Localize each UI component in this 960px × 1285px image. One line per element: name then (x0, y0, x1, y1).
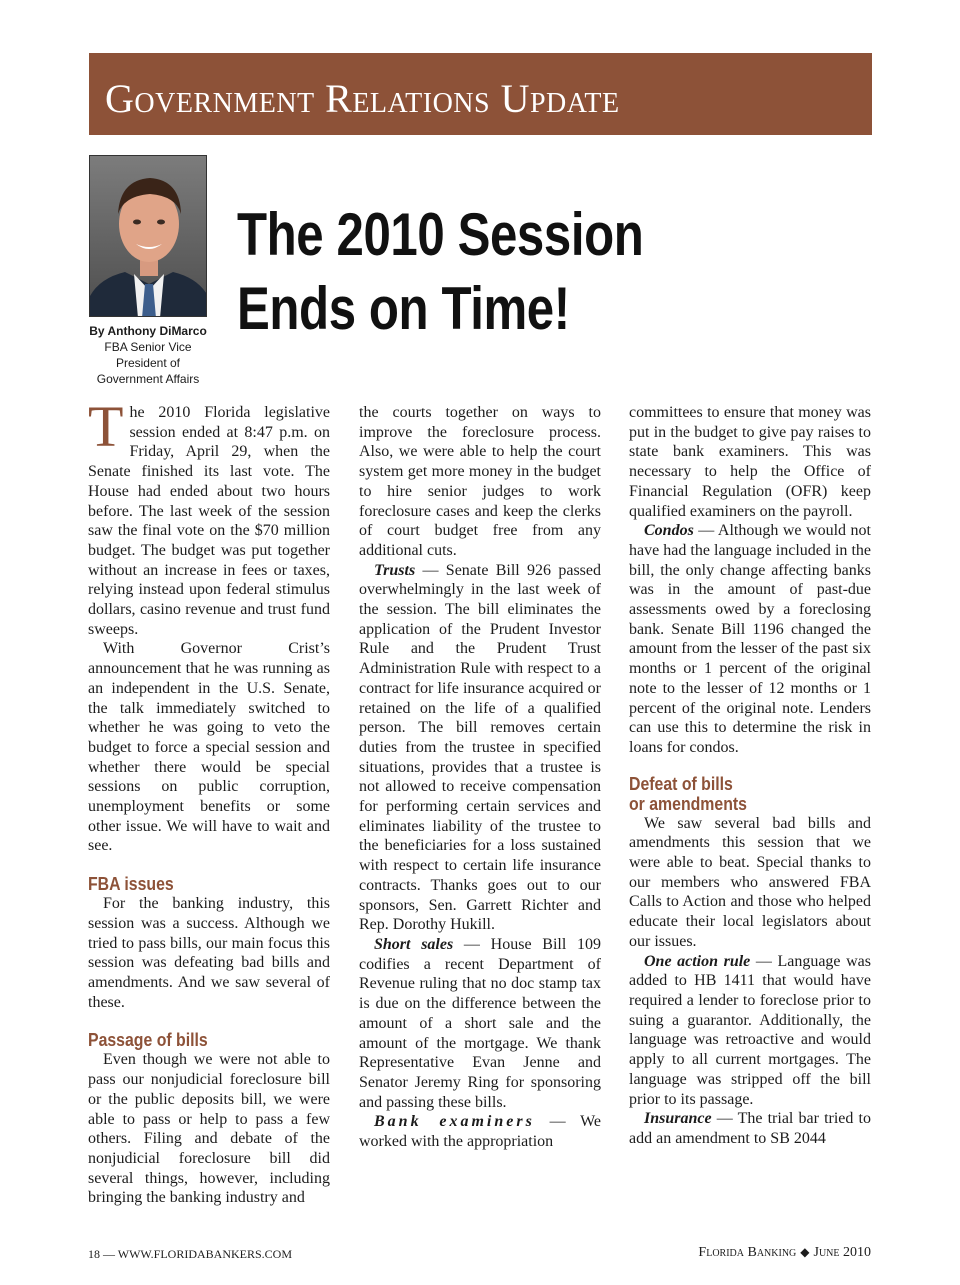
author-role-line: FBA Senior Vice (104, 340, 192, 354)
footer-publication-name: Florida Banking (698, 1245, 797, 1260)
diamond-icon: ◆ (800, 1245, 810, 1259)
author-role-line: Government Affairs (96, 372, 200, 386)
paragraph: For the banking industry, this session was a success. Although we tried to pass bills, our main focus this session was defeating bad bills and amendments. And we saw several of these. (88, 895, 330, 1011)
author-photo (89, 155, 207, 317)
paragraph: Bank examiners — We worked with the appropriation (359, 1113, 601, 1151)
drop-cap: T (88, 394, 124, 459)
author-role-line: President of (115, 356, 181, 370)
paragraph: Trusts — Senate Bill 926 passed overwhelmingly in the last week of the session. The bill eliminates the application of the Prudent Investor Rule and the Prudent Trust Administration Rule with respect to a contract for life insurance acquired or retained on the life of a qualified person. The bill removes certain duties from the trustee in specified situations, provides that a trustee is not allowed to receive compensation for performing certain services and eliminates liability of the trustee to the beneficiaries for a loss sustained with respect to certain life insurance contracts. Thanks goes out to our sponsors, Sen. Garrett Richter and Rep. Dorothy Hukill. (359, 561, 601, 934)
paragraph: With Governor Crist’s announcement that he was running as an independent in the U.S. Senate, the talk immediately switched to whether he was going to veto the budget to force a special session and whether there would be special sessions on public corruption, unemployment benefits or some other issue. We will have to wait and see. (88, 640, 330, 855)
run-in-head: One action rule (644, 952, 751, 970)
subhead-fba-issues: FBA issues (88, 874, 174, 895)
footer-page-url: 18 — WWW.FLORIDABANKERS.COM (88, 1247, 293, 1261)
author-name: By Anthony DiMarco (89, 324, 207, 338)
byline (78, 323, 218, 387)
subhead-defeat-of-bills: Defeat of bills (629, 773, 733, 794)
article-column-2 (359, 403, 601, 1152)
paragraph: the courts together on ways to improve the foreclosure process. Also, we were able to help the court system get more money in the budget to hire senior judges to work foreclosure cases and keep the clerks of court budget free from any additional cuts. (359, 404, 601, 559)
run-in-head: Condos (644, 522, 694, 540)
paragraph: We saw several bad bills and amendments this session that we were able to beat. Special thanks to our members who answered FBA Calls to Action and those who helped educate their local legislators about our issues. (629, 814, 871, 950)
headline-line: Ends on Time! (237, 275, 570, 342)
run-in-head: Short sales (374, 935, 454, 953)
section-banner (89, 53, 872, 135)
article-column-1 (88, 394, 330, 1208)
paragraph: Insurance — The trial bar tried to add an amendment to SB 2044 (629, 1110, 871, 1147)
footer-publication (698, 1245, 871, 1261)
paragraph: Condos — Although we would not have had the language included in the bill, the only change affecting banks was in the amount of past-due assessments owed by a foreclosing bank. Senate Bill 1196 changed the amount from the lesser of the past six months or 1 percent of the original note to the lesser of 12 months or 1 percent of the original note. Lenders can use this to determine the risk in loans for condos. (629, 522, 871, 756)
paragraph: Even though we were not able to pass our nonjudicial foreclosure bill or the public deposits bill, we were able to pass or help to pass a few others. Filing and debate of the nonjudicial foreclosure bill did several things, however, including bringing the banking industry and (88, 1051, 330, 1207)
paragraph: Short sales — House Bill 109 codifies a recent Department of Revenue ruling that no doc stamp tax is due on the difference between the amount of a short sale and the amount of the mortgage. We thank Representative Evan Jenne and Senator Jeremy Ring for sponsoring and passing these bills. (359, 935, 602, 1111)
article-headline (237, 198, 729, 346)
run-in-head: Bank examiners (374, 1113, 535, 1131)
subhead-defeat-of-bills: or amendments (629, 793, 747, 814)
paragraph: committees to ensure that money was put in the budget to give pay raises to state bank examiners. This was necessary to help the Office of Financial Regulation (OFR) keep qualified examiners on the payroll. (629, 404, 871, 520)
article-column-3 (629, 403, 871, 1149)
paragraph: One action rule — Language was added to HB 1411 that would have required a lender to foreclose prior to suing a guarantor. Additionally, the language was retroactive and would apply to all current mortgages. The language was stripped off the bill prior to its passage. (629, 952, 871, 1108)
section-title: Government Relations Update (105, 76, 620, 121)
footer-date: June 2010 (813, 1245, 871, 1260)
headline-line: The 2010 Session (237, 201, 644, 268)
run-in-head: Trusts (374, 561, 416, 579)
run-in-head: Insurance (644, 1110, 712, 1128)
subhead-passage-of-bills: Passage of bills (88, 1030, 208, 1051)
paragraph: The 2010 Florida legislative session ended at 8:47 p.m. on Friday, April 29, when the Senate finished its last vote. The House had ended about two hours before. The last week of the session saw the final vote on the $70 million budget. The budget was put together without an increase in fees or taxes, relying instead upon federal stimulus dollars, casino revenue and trust fund sweeps. (88, 394, 330, 638)
